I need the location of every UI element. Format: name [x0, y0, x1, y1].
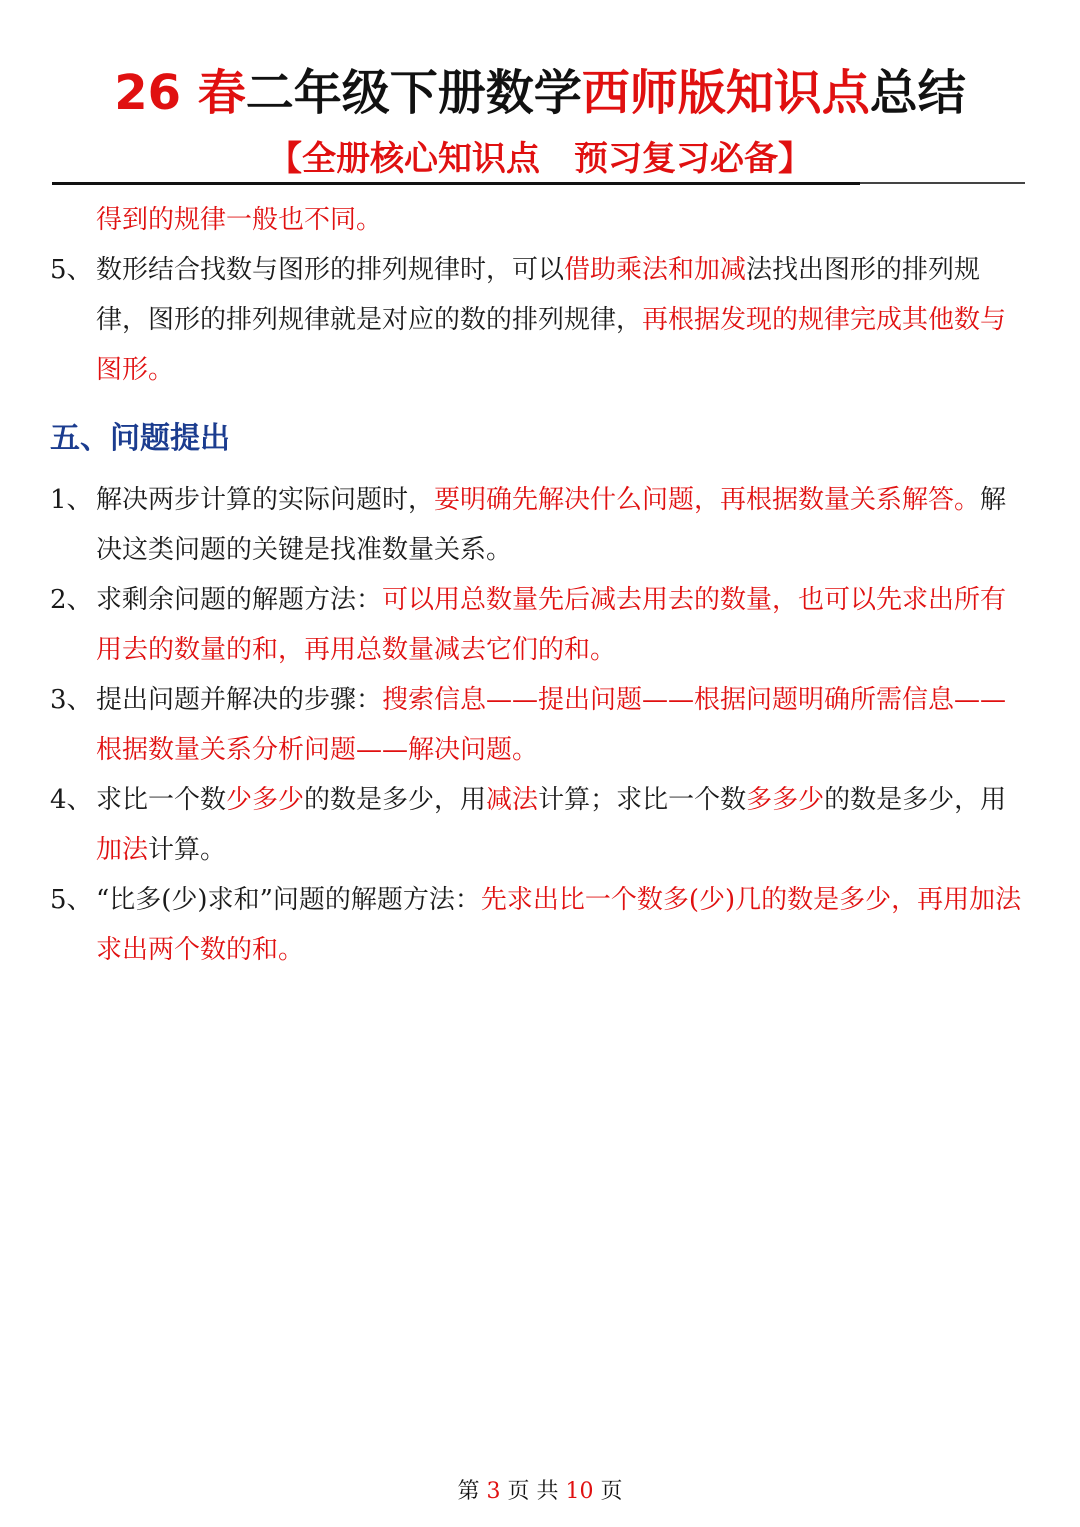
title-red-part: 西师版知识点: [581, 65, 870, 121]
item-number: 5、: [50, 885, 93, 915]
item-text-red: 加法: [96, 835, 149, 865]
item-text-red: 可以用总数量先后减去用去的数量，也可以先求出所有用去的数量的和，再用总数量减去它们的和。: [96, 585, 1007, 665]
item-text-red: 要明确先解决什么问题，再根据数量关系解答。: [434, 485, 981, 515]
page-footer: [0, 1474, 1080, 1510]
item-text-red: 搜索信息——提出问题——根据问题明确所需信息——根据数量关系分析问题——解决问题。: [96, 685, 1007, 765]
item-text-red: 再根据发现的规律完成其他数与图形。: [96, 305, 1007, 385]
header-divider-thin: [860, 182, 1025, 184]
section-heading: 五、问题提出: [50, 421, 230, 456]
item-number: 5、: [50, 255, 93, 285]
item-text: 计算。: [148, 835, 227, 865]
item-text: 解决两步计算的实际问题时，: [96, 485, 435, 515]
item-text: 求比一个数: [96, 785, 227, 815]
header-divider: [52, 182, 860, 185]
item-number: 3、: [50, 685, 93, 715]
title-number: 26: [114, 65, 198, 121]
page-title: [0, 58, 1080, 128]
item-text-red: 减法: [486, 785, 539, 815]
item-text: 解决这类问题的关键是找准数量关系。: [96, 485, 1007, 565]
item-text-red: 先求出比一个数多(少)几的数是多少，再用加法求出两个数的和。: [96, 885, 1022, 965]
item-text-red: 借助乘法和加减: [564, 255, 747, 285]
list-item: [50, 475, 1030, 575]
item-number: 4、: [50, 785, 93, 815]
item-number: 1、: [50, 485, 93, 515]
title-end: 总结: [869, 65, 966, 121]
footer-page-number: 3: [486, 1479, 501, 1504]
title-spring: 春: [197, 65, 246, 121]
item-text: 提出问题并解决的步骤：: [96, 685, 383, 715]
continued-text-red: 得到的规律一般也不同。: [96, 205, 383, 235]
footer-total-pages: 10: [565, 1479, 594, 1504]
page-subtitle: 【全册核心知识点 预习复习必备】: [268, 139, 812, 179]
title-middle: 二年级下册数学: [245, 65, 582, 121]
footer-text: 页 共: [500, 1479, 566, 1504]
list-item: [50, 675, 1030, 775]
item-text-red: 少多少: [226, 785, 305, 815]
item-number: 2、: [50, 585, 93, 615]
item-text: 的数是多少，用: [824, 785, 1007, 815]
item-text: 数形结合找数与图形的排列规律时，可以: [96, 255, 565, 285]
list-item: [50, 775, 1030, 875]
document-body: [50, 195, 1030, 975]
list-item: [50, 575, 1030, 675]
item-text: 计算；求比一个数: [538, 785, 747, 815]
list-item: [50, 245, 1030, 395]
item-text-red: 多多少: [746, 785, 825, 815]
footer-text: 第: [457, 1479, 487, 1504]
item-text: “比多(少)求和”问题的解题方法：: [96, 885, 481, 915]
footer-text: 页: [593, 1479, 623, 1504]
item-text: 求剩余问题的解题方法：: [96, 585, 383, 615]
list-item: [50, 875, 1030, 975]
item-text: 法找出图形的排列规律，图形的排列规律就是对应的数的排列规律，: [96, 255, 981, 335]
continued-text: [50, 195, 1030, 245]
item-text: 的数是多少，用: [304, 785, 487, 815]
